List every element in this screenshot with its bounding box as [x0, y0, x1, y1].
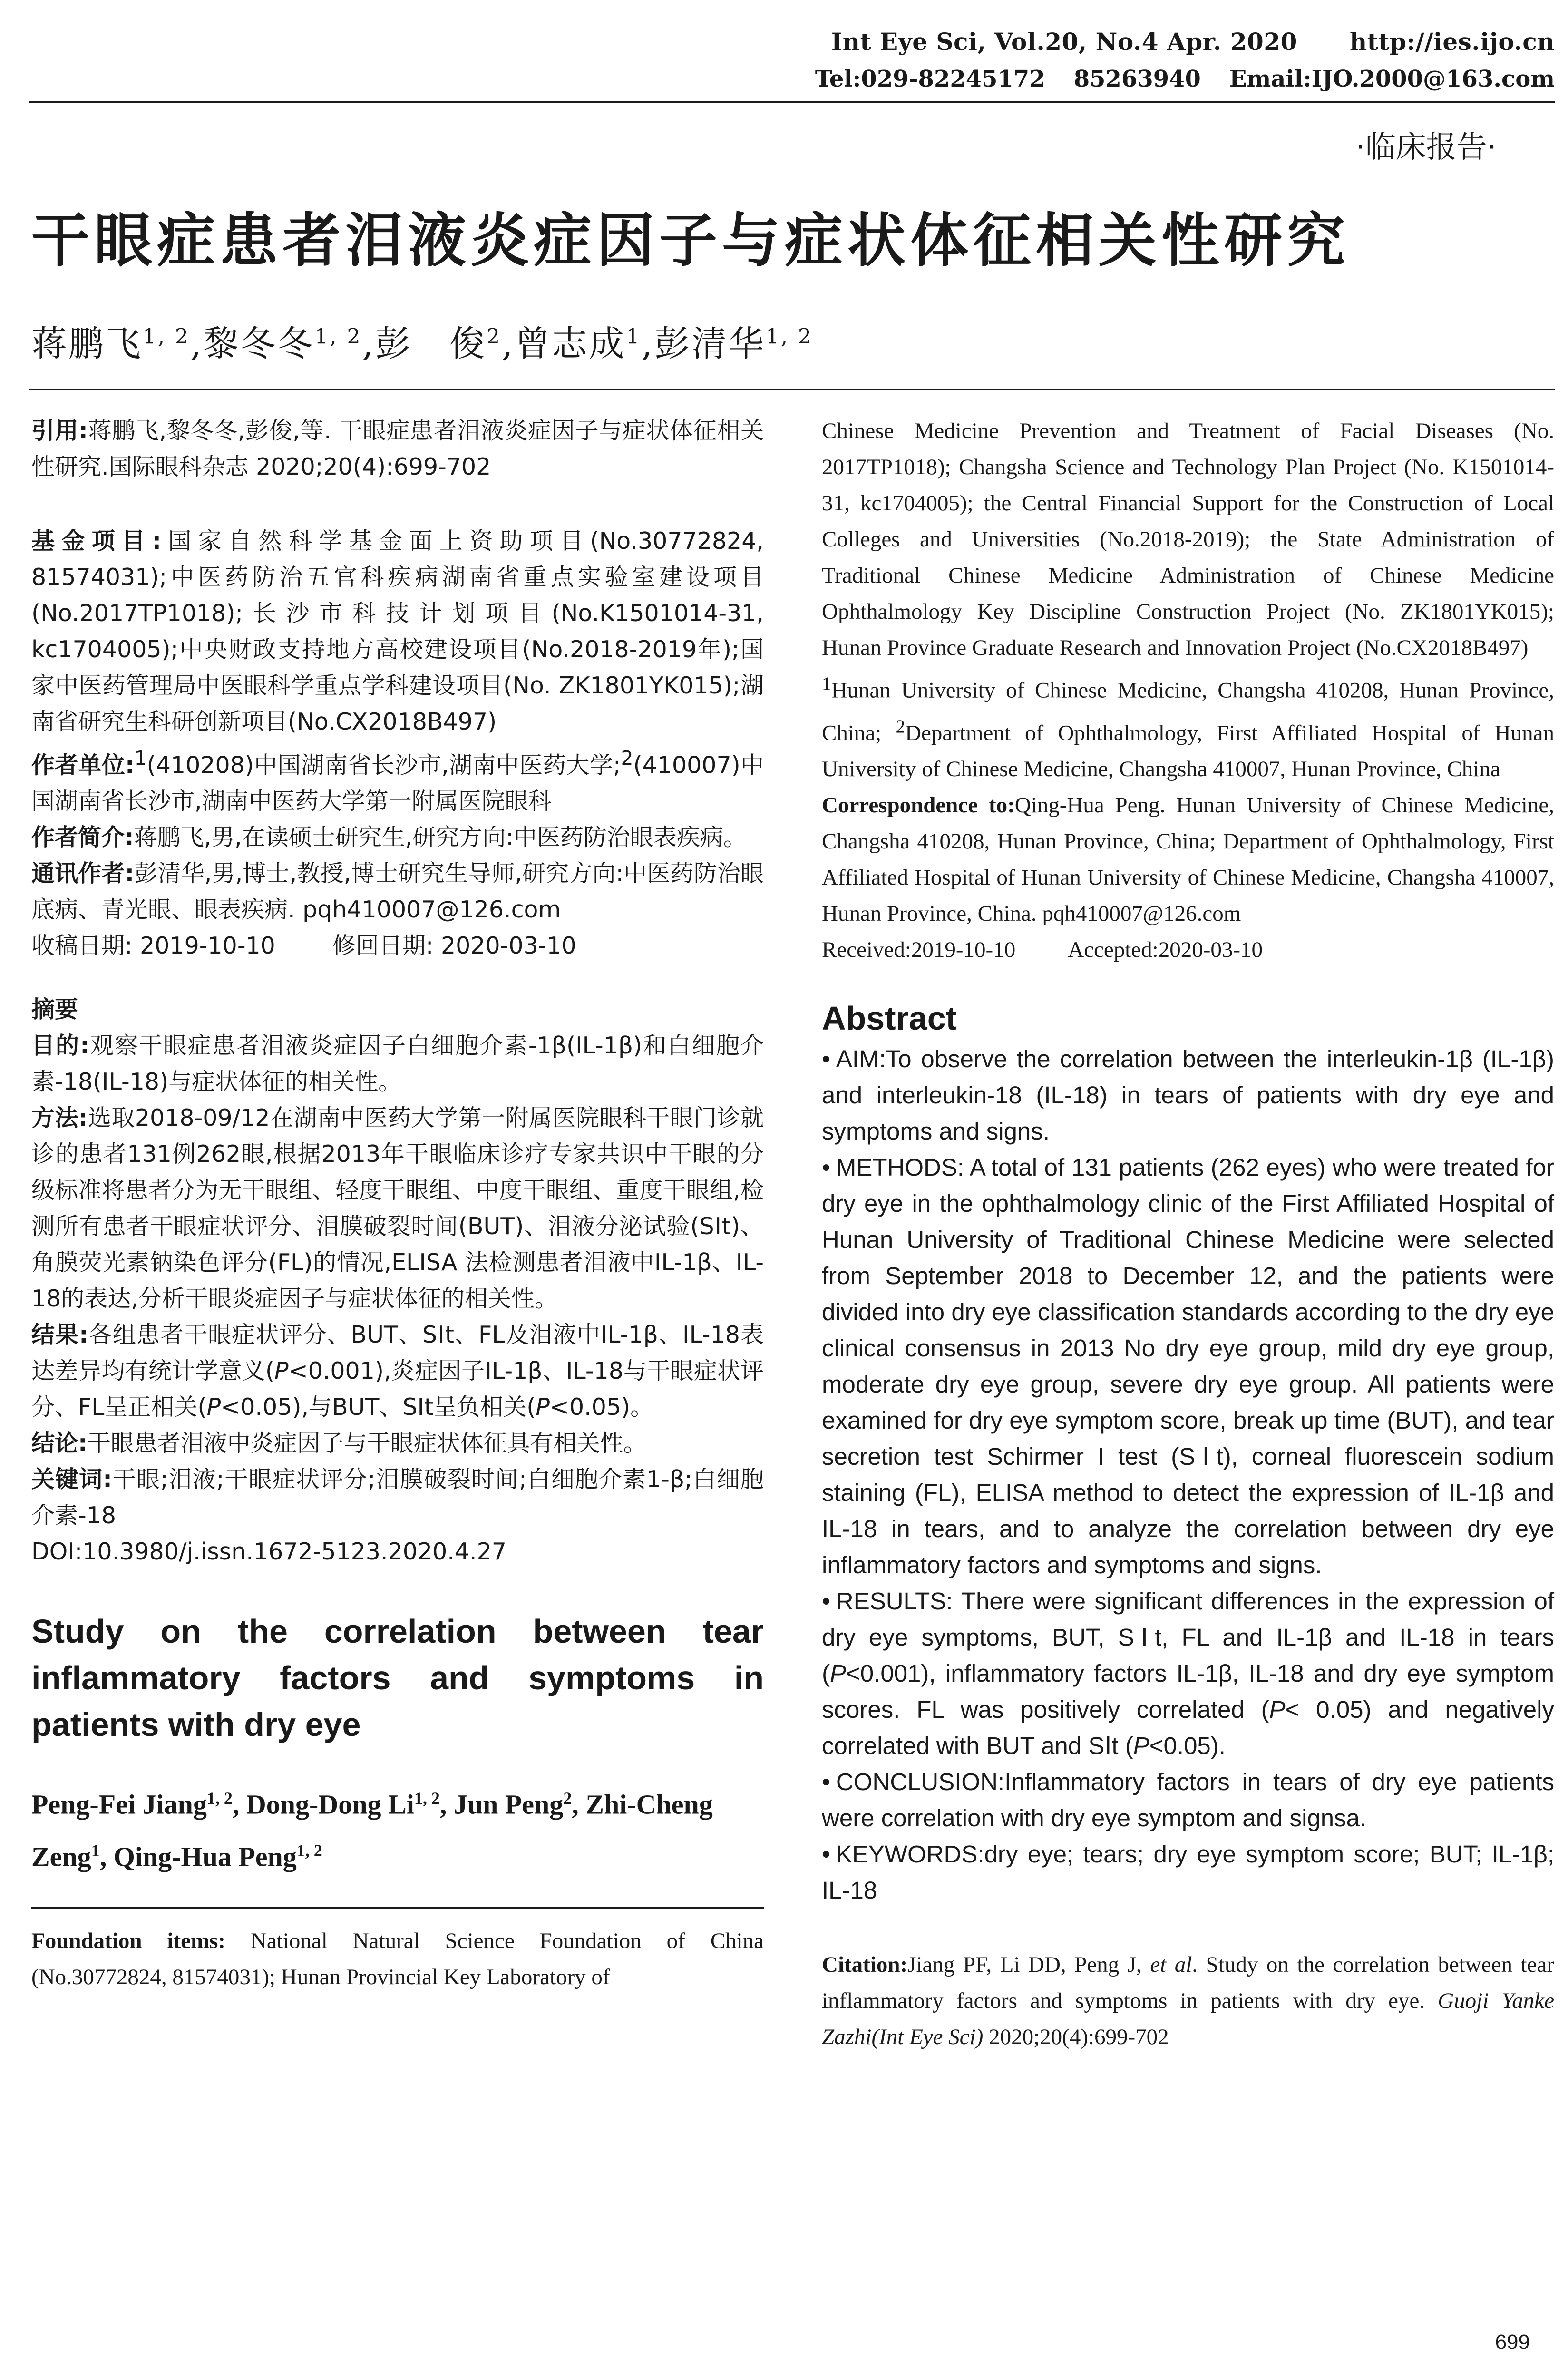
- keywords-en: • KEYWORDS:dry eye; tears; dry eye symptom score; BUT; IL-1β; IL-18: [822, 1841, 1554, 1904]
- abstract-heading-cn: 摘要: [31, 996, 78, 1023]
- correspondence-cn: 通讯作者:彭清华,男,博士,教授,博士研究生导师,研究方向:中医药防治眼底病、青光眼、眼表疾病. pqh410007@126.com: [31, 860, 764, 924]
- citation-en: Citation:Jiang PF, Li DD, Peng J, et al. Study on the correlation between tear inflammatory factors and symptoms in patients with dry eye. Guoji Yanke Zazhi(Int Eye Sci) 2020;20(4):699-702: [822, 1952, 1555, 2050]
- author-cn: 彭清华: [654, 323, 766, 364]
- authors-en: Peng-Fei Jiang$^{1, 2}$, Dong-Dong Li$^{1, 2}$, Jun Peng$^2$, Zhi-Cheng Zeng$^1$, Qing-Hua Peng$^{1, 2}$: [31, 1789, 713, 1872]
- author-aff: 1, 2: [143, 324, 190, 349]
- affiliation-en: $^1$Hunan University of Chinese Medicine, Changsha 410208, Hunan Province, China; $^2$Department of Ophthalmology, First Affiliated Hospital of Hunan University of Chinese Medicine, Changsha 410007, Hunan Province, China: [822, 673, 1554, 782]
- authors-cn: 蒋鹏飞$^{1, 2}$,黎冬冬$^{1, 2}$,彭 俊$^2$,曾志成$^1$,彭清华$^{1, 2}$: [31, 323, 814, 364]
- conclusion-en: • CONCLUSION:Inflammatory factors in tears of dry eye patients were correlation with dry eye symptom and signsa.: [822, 1768, 1554, 1832]
- journal-header: [831, 28, 1555, 56]
- author-bio-cn: 作者简介:蒋鹏飞,男,在读硕士研究生,研究方向:中医药防治眼表疾病。: [31, 824, 747, 851]
- citation-cn: 引用:蒋鹏飞,黎冬冬,彭俊,等. 干眼症患者泪液炎症因子与症状体征相关性研究.国际眼科杂志 2020;20(4):699-702: [31, 417, 764, 480]
- keywords-cn: 关键词:干眼;泪液;干眼症状评分;泪膜破裂时间;白细胞介素1-β;白细胞介素-18: [31, 1466, 764, 1529]
- journal-tel2: 85263940: [1073, 66, 1201, 92]
- results-cn: 结果:各组患者干眼症状评分、BUT、SⅠt、FL及泪液中IL-1β、IL-18表达差异均有统计学意义(P<0.001),炎症因子IL-1β、IL-18与干眼症状评分、FL呈正相关(P<0.05),与BUT、SⅠt呈负相关(P<0.05)。: [31, 1321, 764, 1421]
- correspondence-en: Correspondence to:Qing-Hua Peng. Hunan University of Chinese Medicine, Changsha 410208, Hunan Province, China; Department of Ophthalmology, First Affiliated Hospital of Hunan University of Chinese Medicine, Changsha 410007, Hunan Province, China. pqh410007@126.com: [822, 793, 1554, 926]
- methods-cn: 方法:选取2018-09/12在湖南中医药大学第一附属医院眼科干眼门诊就诊的患者131例262眼,根据2013年干眼临床诊疗专家共识中干眼的分级标准将患者分为无干眼组、轻度干眼组、中度干眼组、重度干眼组,检测所有患者干眼症状评分、泪膜破裂时间(BUT)、泪液分泌试验(SⅠt)、角膜荧光素钠染色评分(FL)的情况,ELISA 法检测患者泪液中IL-1β、IL-18的表达,分析干眼炎症因子与症状体征的相关性。: [31, 1104, 764, 1313]
- dates-en: Received:2019-10-10 Accepted:2020-03-10: [822, 937, 1263, 963]
- journal-name: Int Eye Sci, Vol.20, No.4 Apr. 2020: [831, 28, 1297, 56]
- author-cn: 曾志成: [515, 323, 626, 364]
- journal-email[interactable]: Email:IJO.2000@163.com: [1229, 66, 1555, 92]
- author-cn: 蒋鹏飞: [31, 323, 143, 364]
- abstract-heading-en: Abstract: [822, 1000, 957, 1037]
- affiliation-cn: 作者单位:$^1$(410208)中国湖南省长沙市,湖南中医药大学;$^2$(410007)中国湖南省长沙市,湖南中医药大学第一附属医院眼科: [31, 747, 764, 815]
- aim-en: • AIM:To observe the correlation between the interleukin-1β (IL-1β) and interleukin-18 (IL-18) in tears of patients with dry eye and symptoms and signs.: [822, 1045, 1554, 1145]
- article-title-cn: 干眼症患者泪液炎症因子与症状体征相关性研究: [31, 207, 1350, 274]
- author-cn: 彭 俊: [375, 323, 487, 364]
- author-aff: 1: [626, 324, 642, 349]
- author-cn: 黎冬冬: [203, 323, 315, 364]
- section-tag: ·临床报告·: [1355, 130, 1497, 165]
- doi[interactable]: DOI:10.3980/j.issn.1672-5123.2020.4.27: [31, 1538, 506, 1566]
- header-rule: [29, 101, 1555, 103]
- author-aff: 2: [487, 324, 502, 349]
- dates-cn: 收稿日期: 2019-10-10 修回日期: 2020-03-10: [31, 932, 576, 960]
- author-aff: 1, 2: [766, 324, 814, 349]
- foundation-en-cont: Chinese Medicine Prevention and Treatment of Facial Diseases (No. 2017TP1018); Changsha Science and Technology Plan Project (No. K1501014-31, kc1704005); the Central Financial Support for the Construction of Local Colleges and Universities (No.2018-2019); the State Administration of Traditional Chinese Medicine Administration of Chinese Medicine Ophthalmology Key Discipline Construction Project (No. ZK1801YK015); Hunan Province Graduate Research and Innovation Project (No.CX2018B497): [822, 419, 1554, 660]
- foundation-en: Foundation items: National Natural Science Foundation of China (No.30772824, 81574031); Hunan Provincial Key Laboratory of: [31, 1928, 764, 1989]
- section-rule: [29, 389, 1555, 390]
- author-aff: 1, 2: [314, 324, 362, 349]
- methods-en: • METHODS: A total of 131 patients (262 eyes) who were treated for dry eye in the ophthalmology clinic of the First Affiliated Hospital of Hunan University of Traditional Chinese Medicine were selected from September 2018 to December 12, and the patients were divided into dry eye classification standards according to the dry eye clinical consensus in 2013 No dry eye group, mild dry eye group, moderate dry eye group, severe dry eye group. All patients were examined for dry eye symptom score, break up time (BUT), and tear secretion test Schirmer I test (SⅠt), corneal fluorescein sodium staining (FL), ELISA method to detect the expression of IL-1β and IL-18 in tears, and to analyze the correlation between dry eye inflammatory factors and symptoms and signs.: [822, 1154, 1554, 1579]
- fund-cn: 基金项目:国家自然科学基金面上资助项目(No.30772824, 81574031);中医药防治五官科疾病湖南省重点实验室建设项目(No.2017TP1018);长沙市科技计划项目(No.K1501014-31, kc1704005);中央财政支持地方高校建设项目(No.2018-2019年);国家中医药管理局中医眼科学重点学科建设项目(No. ZK1801YK015);湖南省研究生科研创新项目(No.CX2018B497): [31, 527, 764, 735]
- conclusion-cn: 结论:干眼患者泪液中炎症因子与干眼症状体征具有相关性。: [31, 1430, 647, 1457]
- page-number: 699: [1495, 2330, 1530, 2354]
- journal-url[interactable]: http://ies.ijo.cn: [1349, 28, 1555, 56]
- article-title-en: Study on the correlation between tear inflammatory factors and symptoms in patients with dry eye: [31, 1613, 764, 1744]
- objective-cn: 目的:观察干眼症患者泪液炎症因子白细胞介素-1β(IL-1β)和白细胞介素-18(IL-18)与症状体征的相关性。: [31, 1032, 764, 1096]
- right-column: [822, 413, 1554, 2055]
- journal-contact: [787, 66, 1555, 92]
- journal-tel: Tel:029-82245172: [815, 66, 1045, 92]
- left-column: [31, 413, 764, 1995]
- results-en: • RESULTS: There were significant differences in the expression of dry eye symptoms, BUT, SⅠt, FL and IL-1β and IL-18 in tears (P<0.001), inflammatory factors IL-1β, IL-18 and dry eye symptom scores. FL was positively correlated (P< 0.05) and negatively correlated with BUT and SⅠt (P<0.05).: [822, 1588, 1554, 1760]
